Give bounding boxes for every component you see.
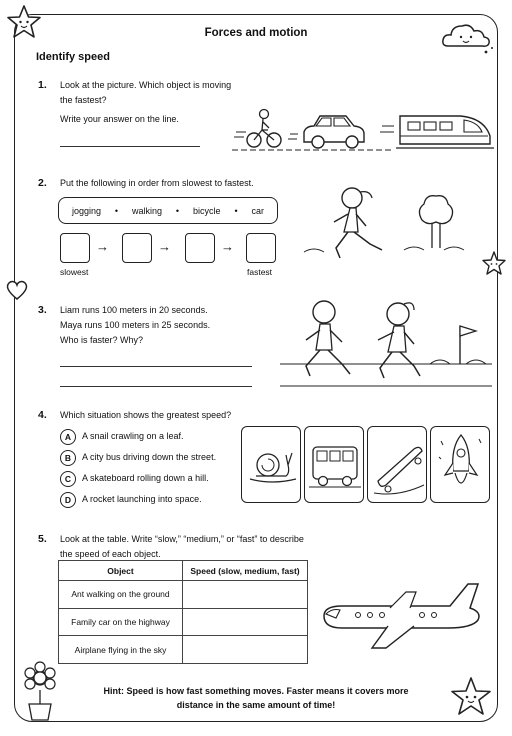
option-a-text: A snail crawling on a leaf. [82, 431, 184, 441]
word-bank-item[interactable]: walking [131, 205, 162, 216]
runner-icon [334, 188, 382, 258]
table-cell-object: Family car on the highway [59, 608, 183, 636]
arrow-right-icon: → [158, 239, 171, 254]
section-subtitle: Identify speed [36, 51, 110, 63]
answer-line[interactable] [60, 386, 252, 387]
table-cell-answer[interactable] [183, 581, 308, 609]
option-a-bubble[interactable]: A [60, 429, 76, 445]
table-row [59, 581, 308, 609]
runner-icon [306, 301, 350, 376]
question-3-line-3: Who is faster? Why? [60, 335, 144, 345]
label-slowest: slowest [60, 267, 89, 277]
word-separator: • [175, 205, 180, 216]
q1-illustration [232, 104, 494, 154]
question-3-text [60, 303, 210, 348]
q3-illustration [280, 294, 492, 390]
question-5-text [60, 532, 304, 562]
question-1-text [60, 78, 231, 108]
question-5-line-1: Look at the table. Write “slow,” “medium,” or “fast” to describe [60, 534, 304, 544]
arrow-right-icon: → [96, 239, 109, 254]
table-cell-answer[interactable] [183, 636, 308, 664]
rocket-icon [431, 427, 491, 504]
flag-icon [460, 326, 476, 364]
flower-pot-icon [20, 660, 60, 726]
word-bank-item[interactable]: jogging [71, 205, 101, 216]
option-d-text: A rocket launching into space. [82, 494, 202, 504]
table-row [59, 608, 308, 636]
q2-illustration [304, 182, 474, 268]
table-row [59, 636, 308, 664]
bus-icon [305, 427, 365, 504]
option-d-bubble[interactable]: D [60, 492, 76, 508]
table-cell-object: Airplane flying in the sky [59, 636, 183, 664]
bicycle-icon [234, 110, 281, 148]
skateboard-icon [368, 427, 428, 504]
table-header-object: Object [59, 561, 183, 581]
star-icon [480, 250, 508, 276]
question-3-number: 3. [38, 304, 47, 316]
question-1-line-2: the fastest? [60, 95, 107, 105]
table-cell-object: Ant walking on the ground [59, 581, 183, 609]
word-bank-item[interactable]: car [251, 205, 265, 216]
option-c-text: A skateboard rolling down a hill. [82, 473, 209, 483]
rocket-picture [430, 426, 490, 503]
question-1-line-1: Look at the picture. Which object is moving [60, 80, 232, 90]
answer-line[interactable] [60, 146, 200, 147]
question-4-text: Which situation shows the greatest speed? [60, 410, 232, 420]
table-header-row [59, 561, 308, 581]
question-1-number: 1. [38, 79, 47, 91]
snail-picture [241, 426, 301, 503]
star-icon [448, 674, 494, 720]
page-title: Forces and motion [204, 27, 308, 39]
question-4-number: 4. [38, 409, 47, 421]
tree-icon [419, 196, 452, 248]
car-icon [288, 116, 364, 148]
order-box-2[interactable] [122, 233, 152, 263]
option-c-bubble[interactable]: C [60, 471, 76, 487]
order-box-4[interactable] [246, 233, 276, 263]
bus-picture [304, 426, 364, 503]
question-2-number: 2. [38, 177, 47, 189]
order-box-3[interactable] [185, 233, 215, 263]
heart-icon [4, 278, 30, 302]
table-header-speed: Speed (slow, medium, fast) [183, 561, 308, 581]
runner-icon [378, 303, 420, 378]
train-icon [380, 116, 494, 148]
option-b-bubble[interactable]: B [60, 450, 76, 466]
snail-icon [242, 427, 302, 504]
question-2-text: Put the following in order from slowest to fastest. [60, 178, 254, 188]
label-fastest: fastest [247, 267, 273, 277]
word-bank [58, 197, 278, 224]
arrow-right-icon: → [221, 239, 234, 254]
airplane-icon [318, 578, 488, 652]
hint-text [60, 684, 452, 712]
question-1-instruction: Write your answer on the line. [60, 114, 179, 124]
answer-line[interactable] [60, 366, 252, 367]
order-box-1[interactable] [60, 233, 90, 263]
option-b-text: A city bus driving down the street. [82, 452, 217, 462]
question-5-line-2: the speed of each object. [60, 549, 161, 559]
hint-line-2: distance in the same amount of time! [176, 700, 336, 710]
word-separator: • [234, 205, 238, 216]
skateboard-picture [367, 426, 427, 503]
hint-line-1: Hint: Speed is how fast something moves. Faster means it covers more [103, 686, 409, 696]
speed-table [58, 560, 308, 664]
question-3-line-1: Liam runs 100 meters in 20 seconds. [60, 305, 208, 315]
word-separator: • [114, 205, 119, 216]
word-bank-item[interactable]: bicycle [193, 205, 221, 216]
question-3-line-2: Maya runs 100 meters in 25 seconds. [60, 320, 211, 330]
question-5-number: 5. [38, 533, 47, 545]
table-cell-answer[interactable] [183, 608, 308, 636]
